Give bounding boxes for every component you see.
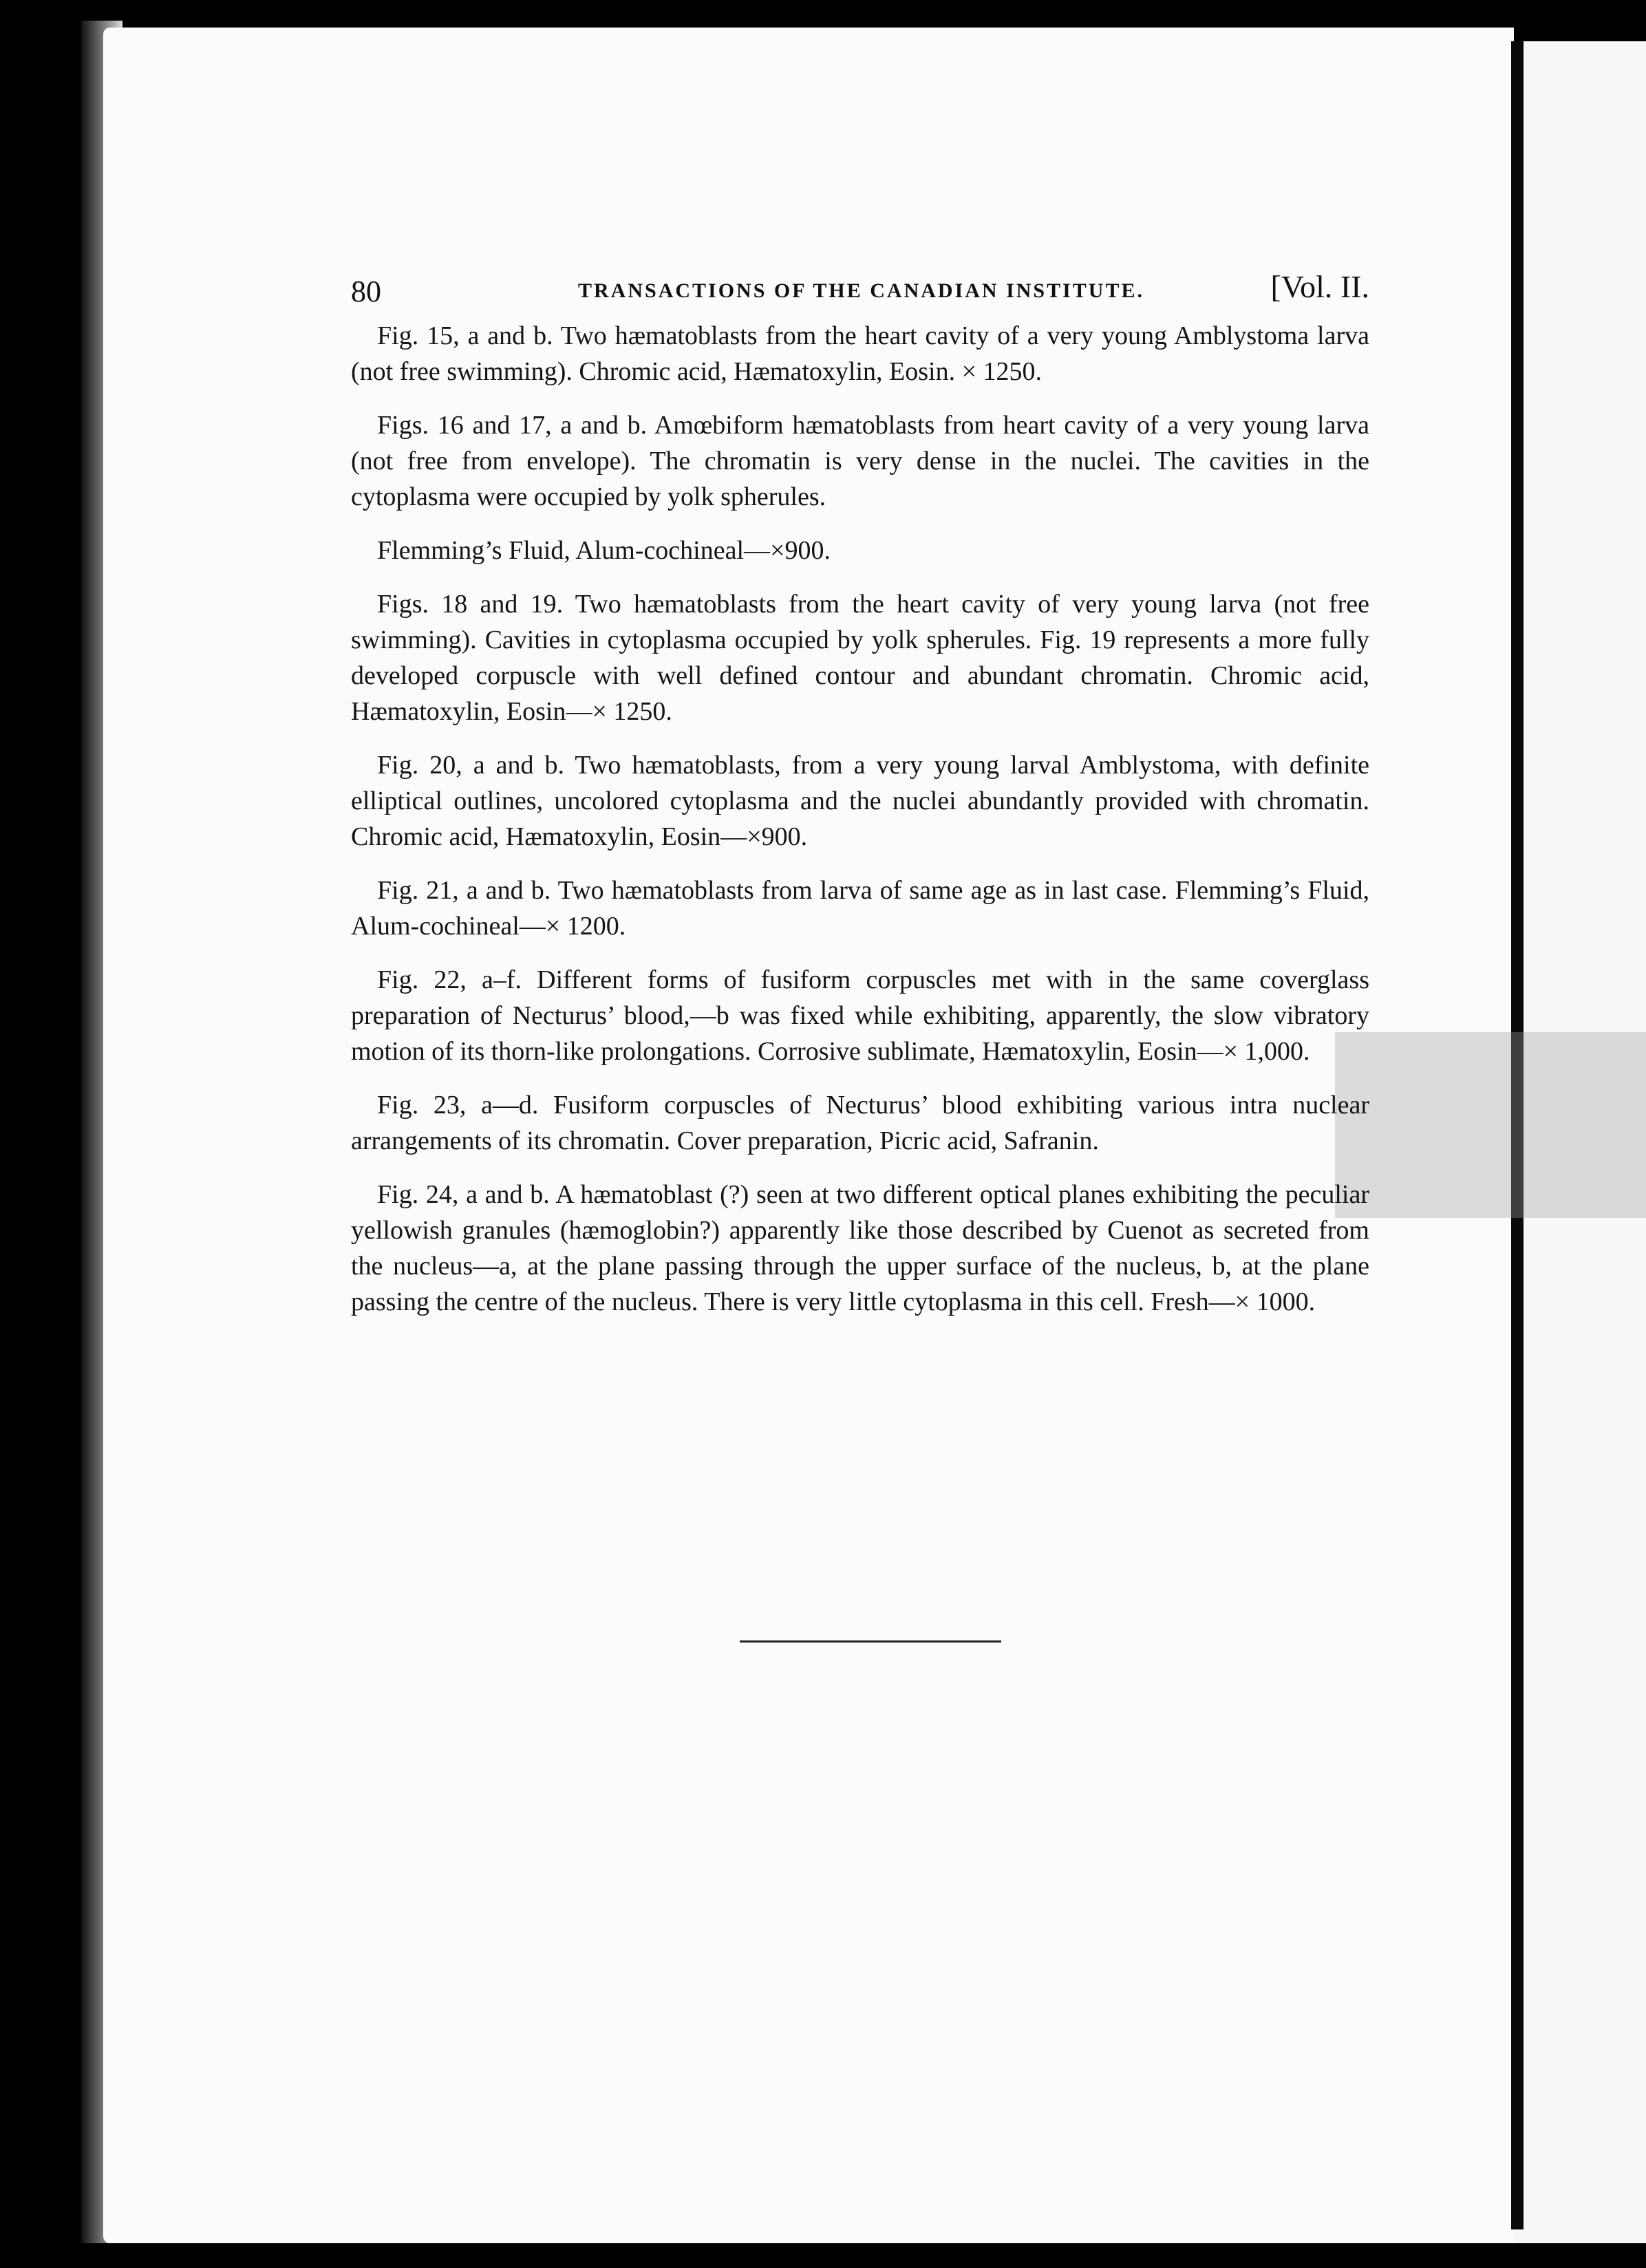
figure-captions [351,318,1369,1338]
caption-fig-24: Fig. 24, a and b. A hæmatoblast (?) seen at two different optical planes exhibiting the peculiar yellowish granules (hæmoglobin?) apparently like those described by Cuenot as secreted from the nucleus—a, at the plane passing through the upper surface of the nucleus, b, at the plane passing the centre of the nucleus. There is very little cytoplasma in this cell. Fresh—× 1000. [351,1180,1369,1316]
caption-fixative-note: Flemming’s Fluid, Alum-cochineal—×900. [377,536,831,565]
caption-figs-16-17: Figs. 16 and 17, a and b. Amœbiform hæmatoblasts from heart cavity of a very young larva (not free from envelope). The chromatin is very dense in the nuclei. The cavities in the cytoplasma were occupied by yolk spherules. [351,411,1369,511]
page-header [351,268,1369,310]
scan-shadow [1335,1032,1646,1218]
closing-rule [740,1640,1001,1643]
caption-fig-23: Fig. 23, a—d. Fusiform corpuscles of Necturus’ blood exhibiting various intra nuclear arrangements of its chromatin. Cover preparation, Picric acid, Safranin. [351,1091,1369,1155]
caption-figs-18-19: Figs. 18 and 19. Two hæmatoblasts from the heart cavity of very young larva (not free swimming). Cavities in cytoplasma occupied by yolk spherules. Fig. 19 represents a more fully developed corpuscle with well defined contour and abundant chromatin. Chromic acid, Hæmatoxylin, Eosin—× 1250. [351,590,1369,726]
caption-fig-15: Fig. 15, a and b. Two hæmatoblasts from the heart cavity of a very young Amblystoma larva (not free swimming). Chromic acid, Hæmatoxylin, Eosin. × 1250. [351,321,1369,386]
caption-fig-20: Fig. 20, a and b. Two hæmatoblasts, from a very young larval Amblystoma, with definite elliptical outlines, uncolored cytoplasma and the nuclei abundantly provided with chromatin. Chromic acid, Hæmatoxylin, Eosin—×900. [351,751,1369,851]
volume-label: [Vol. II. [1270,269,1369,304]
caption-fig-22: Fig. 22, a–f. Different forms of fusiform corpuscles met with in the same coverglass preparation of Necturus’ blood,—b was fixed while exhibiting, apparently, the slow vibratory motion of its thorn-like prolongations. Corrosive sublimate, Hæmatoxylin, Eosin—× 1,000. [351,965,1369,1066]
caption-fig-21: Fig. 21, a and b. Two hæmatoblasts from larva of same age as in last case. Flemming’s Fluid, Alum-cochineal—× 1200. [351,876,1369,941]
running-title: TRANSACTIONS OF THE CANADIAN INSTITUTE. [578,279,1144,302]
page-number: 80 [351,275,381,308]
